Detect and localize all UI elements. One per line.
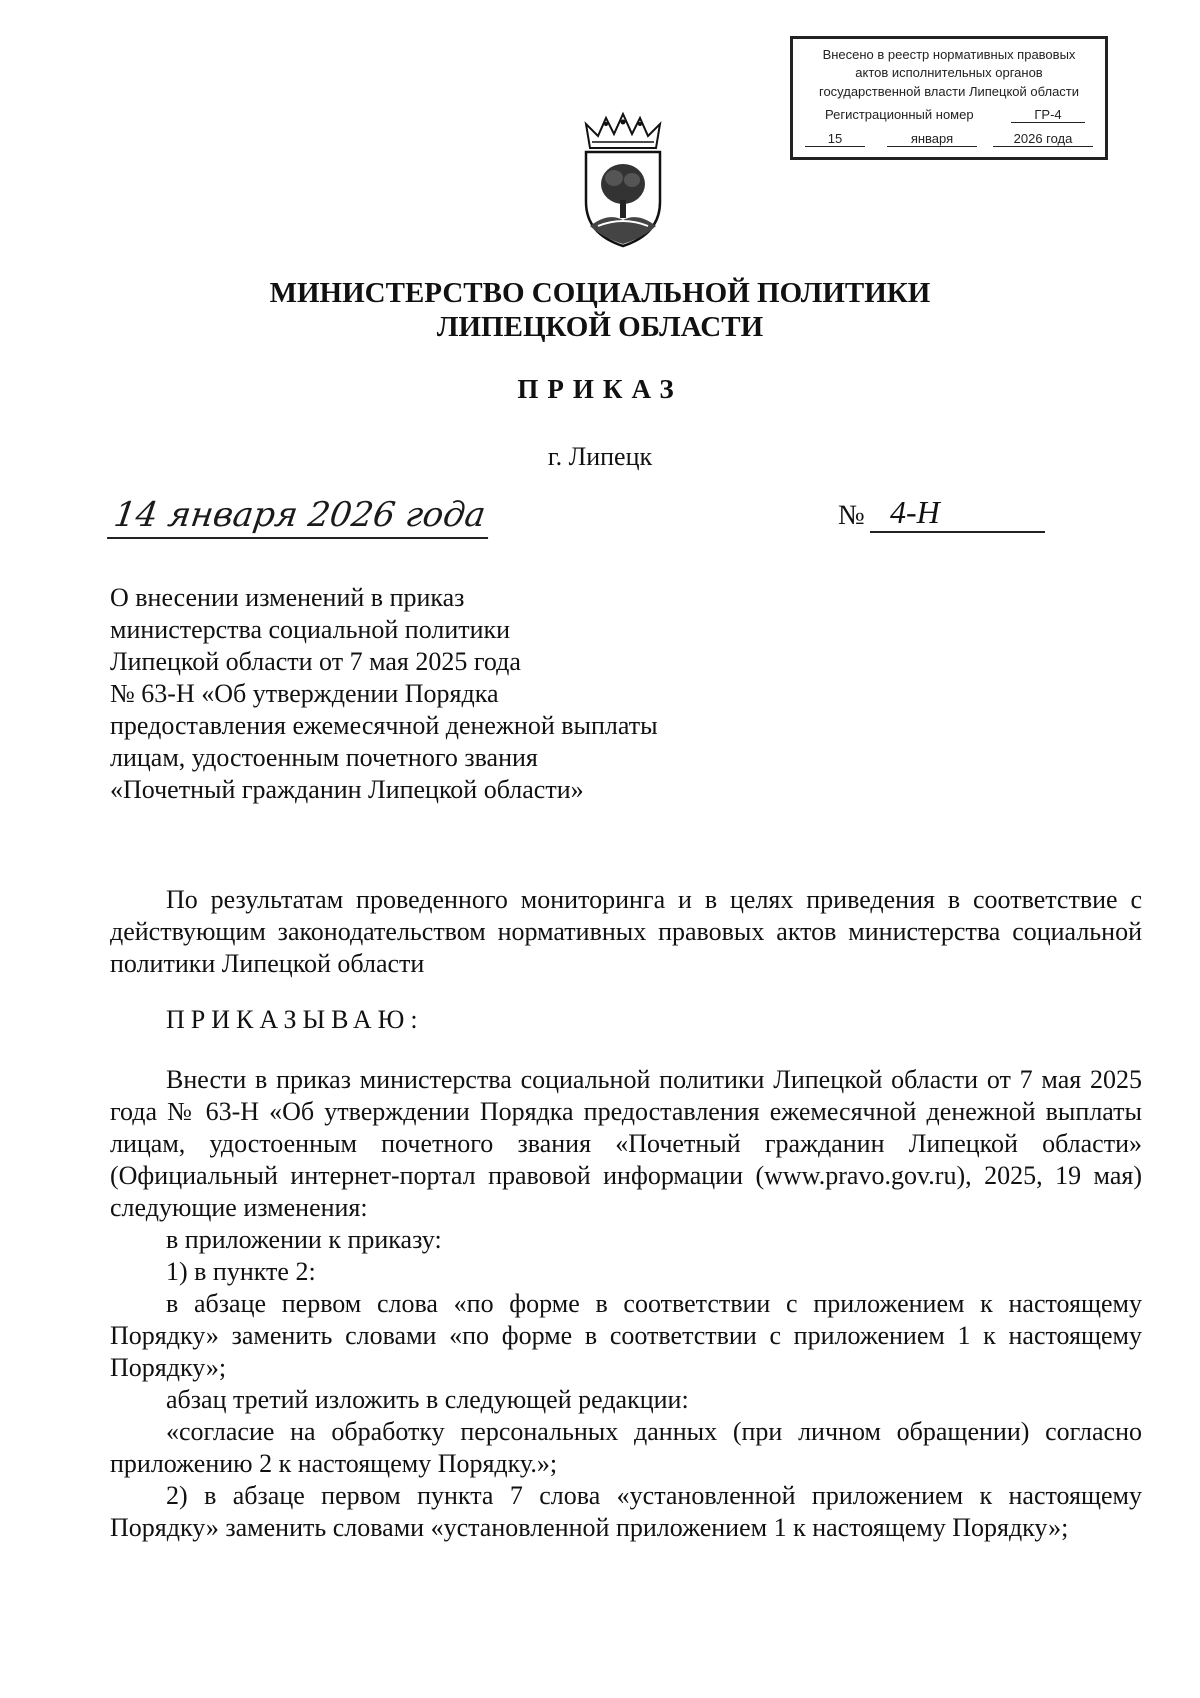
subject-line: «Почетный гражданин Липецкой области» bbox=[110, 775, 584, 804]
subject-line: № 63-Н «Об утверждении Порядка bbox=[110, 679, 499, 708]
order-word: ПРИКАЗЫВАЮ: bbox=[166, 1005, 424, 1034]
item-2-paragraph: 2) в абзаце первом пункта 7 слова «установленной приложением к настоящему Порядку» заменить словами «установленной приложением 1 к настоящему Порядку»; bbox=[110, 1481, 1142, 1542]
ministry-name bbox=[0, 276, 1200, 344]
subject-line: предоставления ежемесячной денежной выплаты bbox=[110, 711, 658, 740]
stamp-month: января bbox=[887, 131, 977, 147]
stamp-reg-value: ГР-4 bbox=[1011, 107, 1085, 123]
item-1b-paragraph: абзац третий изложить в следующей редакции: bbox=[166, 1385, 689, 1414]
subject-line: министерства социальной политики bbox=[110, 615, 511, 644]
stamp-day: 15 bbox=[805, 131, 865, 147]
number-label: № bbox=[838, 500, 865, 531]
handwritten-date: 14 января 2026 года bbox=[107, 495, 494, 539]
registry-stamp bbox=[790, 36, 1108, 160]
order-body bbox=[110, 1064, 1142, 1544]
subject-line: Липецкой области от 7 мая 2025 года bbox=[110, 647, 521, 676]
item-1c-paragraph: «согласие на обработку персональных данных (при личном обращении) согласно приложению 2 к настоящему Порядку.»; bbox=[110, 1417, 1142, 1478]
document-city: г. Липецк bbox=[547, 442, 653, 471]
preamble-paragraph: По результатам проведенного мониторинга и в целях приведения в соответствие с действующим законодательством нормативных правовых актов министерства социальной политики Липецкой области bbox=[110, 885, 1142, 978]
item-1a-paragraph: в абзаце первом слова «по форме в соответствии с приложением к настоящему Порядку» заменить словами «по форме в соответствии с приложением 1 к настоящему Порядку»; bbox=[110, 1289, 1142, 1382]
document-subject bbox=[110, 582, 750, 806]
subject-line: лицам, удостоенным почетного звания bbox=[110, 743, 538, 772]
coat-of-arms-icon bbox=[578, 110, 668, 250]
stamp-line-1: Внесено в реестр нормативных правовых bbox=[822, 47, 1076, 62]
subject-line: О внесении изменений в приказ bbox=[110, 583, 465, 612]
appendix-paragraph: в приложении к приказу: bbox=[166, 1225, 442, 1254]
stamp-line-2: актов исполнительных органов bbox=[855, 65, 1043, 80]
handwritten-number: 4-Н bbox=[870, 494, 1045, 533]
stamp-reg-label: Регистрационный номер bbox=[825, 107, 974, 122]
ministry-line-1: МИНИСТЕРСТВО СОЦИАЛЬНОЙ ПОЛИТИКИ bbox=[269, 277, 931, 309]
stamp-year: 2026 года bbox=[993, 131, 1093, 147]
ministry-line-2: ЛИПЕЦКОЙ ОБЛАСТИ bbox=[436, 311, 764, 343]
document-type: ПРИКАЗ bbox=[517, 374, 683, 404]
item-1-paragraph: 1) в пункте 2: bbox=[166, 1257, 316, 1286]
stamp-line-3: государственной власти Липецкой области bbox=[818, 84, 1080, 99]
main-paragraph: Внести в приказ министерства социальной политики Липецкой области от 7 мая 2025 года № 63-Н «Об утверждении Порядка предоставления ежемесячной денежной выплаты лицам, удостоенным почетного звания «Почетный гражданин Липецкой области» (Официальный интернет-портал правовой информации (www.pravo.gov.ru), 2025, 19 мая) следующие изменения: bbox=[110, 1065, 1142, 1222]
